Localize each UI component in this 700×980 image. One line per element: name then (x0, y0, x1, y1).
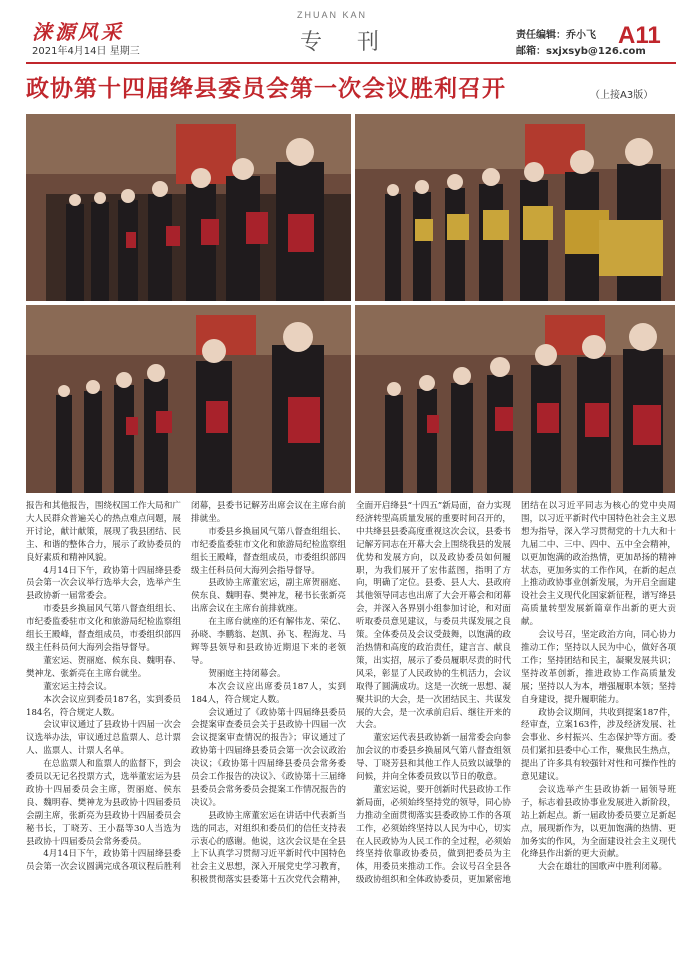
article-paragraph: 县政协主席董宏运，副主席贺丽庭、侯东良、魏明春、樊神龙，秘书长张新亮出席会议在主席台前排就座。 (191, 578, 346, 615)
article-paragraph: 董宏运、贺丽庭、候东良、魏明春、樊神龙、张新亮在主席台就坐。 (26, 655, 181, 679)
article-paragraph: 报告和其他报告，围绕权国工作大局和广大人民群众普遍关心的热点难点问题，展开讨论，献计献策，展现了我县团结、民主、和谐的整体合力，展示了政协委员的良好素质和精神风貌。 (26, 501, 181, 563)
page-number: A11 (618, 22, 661, 49)
article-paragraph: 在总监票人和监票人的监督下，到会委员以无记名投票方式，选举董宏运为县政协十四届委员会主席，贺丽庭、侯东良、魏明春、樊神龙为县政协十四届委员会副主席，张新亮为县政协十四届委员会秘书长，丁晓芳、王小磊等30人当选为县政协十四届委员会常务委员。 (26, 759, 181, 847)
article-headline: 政协第十四届绛县委员会第一次会议胜利召开 (26, 76, 506, 102)
article-paragraph: 董宏运代表县政协新一届常委会向参加会议的市委县乡换届风气第八督查组领导、丁晓芳县和其他工作人员致以诚挚的问候，并向全体委员致以节日的敬意。 (356, 733, 511, 783)
article-paragraph: 在主席台就座的还有解伟龙、荣亿、孙晓、李鹏翁、赵凯、孙飞、程海龙、马辉等县领导和县政协近期退下来的老领导。 (191, 617, 346, 666)
article-paragraph: 会议号召，坚定政治方向，同心协力推动工作；坚持以人民为中心，做好各项工作；坚持团结和民主，凝聚发展共识；坚持改革创新，推进政协工作高质量发展；坚持以人为本，增强履职本领；坚持自身建设，提升履职能力。 (521, 630, 676, 705)
article-paragraph: 市委县乡换届风气第八督查组组长、市纪委监委驻市文化和旅游局纪检监察组组长王殿峰，督查组成员，市委组织部四级主任科员何大海列会指导督导。 (191, 526, 346, 576)
article-paragraph: 4月14日下午，政协第十四届绛县委员会第一次会议举行选举大会，选举产生县政协新一届常委会。 (26, 565, 181, 602)
article-paragraph: 本次会议应到委员187名，实到委员184名，符合规定人数。 (26, 694, 181, 718)
section-label: 专 刊 (300, 30, 393, 55)
article-paragraph: 会议审议通过了县政协十四届一次会议选举办法，审议通过总监票人、总计票人、监票人、计票人名单。 (26, 720, 181, 757)
newspaper-brand: 涞源风采 (32, 20, 124, 44)
article-paragraph: 董宏运说，要开创新时代县政协工作新局面，必须始终坚持党的领导，同心协力推动全面贯彻落实县委政协工作的各项工作，必须始终坚持以人民为中心，切实在人民政协为人民工作的全过程，必须始终坚持依靠政协委员，做到把委员为主体，用委员来推动工作。会议号召全县各级政协组织和全体政协委员，更加紧密地团结在以习近平同志为核心的党中央周围，以习近平新时代中国特色社会主义思想为指导，深入学习贯彻党的十九大和十九届二中、三中、四中、五中全会精神，以更加饱满的政治热情，更加昂扬的精神状态，更加务实的工作作风，在新的起点上推动政协事业创新发展，为开启全面建设社会主义现代化国家新征程，谱写绛县高质量转型发展新篇章作出新的更大贡献。 (356, 501, 676, 886)
article-paragraph: 会议选举产生县政协新一届领导班子，标志着县政协事业发展进入新阶段，站上新起点。新一届政协委员要立足新起点，展现新作为，以更加饱满的热情、更加务实的作风，为全面建设社会主义现代化绛县作出新的更大贡献。 (521, 784, 676, 860)
article-paragraph: 市委县乡换届风气第八督查组组长、市纪委监委驻市文化和旅游局纪检监察组组长王殿峰，督查组成员，市委组织部四级主任科员何大海列会指导督导。 (26, 604, 181, 653)
article-paragraph: 贺丽庭主持闭幕会。 (208, 668, 286, 679)
event-photo (355, 305, 675, 493)
editor-email: 邮箱：sxjxsyb@126.com (516, 46, 646, 57)
article-paragraph: 本次会议应出席委员187人，实到184人，符合规定人数。 (191, 681, 346, 705)
section-label-en: ZHUAN KAN (297, 10, 368, 20)
masthead (0, 0, 700, 62)
event-photo (26, 114, 351, 301)
editor-credit: 责任编辑：乔小飞 (516, 30, 596, 41)
masthead-divider (26, 62, 676, 64)
article-paragraph: 政协会议期间，共收到提案187件，经审查，立案163件，涉及经济发展、社会事业、乡村振兴、生态保护等方面。委员们紧扣县委中心工作，聚焦民生热点，提出了许多具有较强针对性和可操作性的意见建议。 (521, 707, 676, 783)
article-paragraph: 县政协主席董宏运在讲话中代表新当选的同志，对组织和委员们的信任支持表示衷心的感谢。他说，这次会议是在全县上下认真学习贯彻习近平新时代中国特色社会主义思想，深入开展党史学习教育，积极贯彻落实县委第十五次党代会精神，全面开启绛县“十四五”新局面，奋力实现经济转型高质量发展的重要时间召开的，中共绛县县委高度重视这次会议，县委书记解芳同志在开幕大会上围绕我县的发展优势和发展方向，以及政协委员如何履职，为我们展开了宏伟蓝图，指明了方向，明确了定位。县委、县人大、县政府其他领导同志也出席了大会开幕会和闭幕会，并深入各界别小组参加讨论，和对面听取委员意见建议，与委员共谋发展之良策。全体委员及会议受鼓舞，以饱满的政治热情和高度的政治责任，建言言、献良策，出实招，展示了委员履职尽责的时代风采，彰显了人民政协的生机活力，会议取得了圆满成功。这是一次统一思想、凝聚共识的大会，是一次团结民主、共谋发展的大会，是一次承前启后、继往开来的大会。 (191, 501, 511, 886)
article-paragraph: 董宏运主持会议。 (43, 681, 112, 692)
issue-date: 2021年4月14日 星期三 (32, 46, 140, 57)
event-photo (26, 305, 351, 493)
article-paragraph: 大会在雄壮的国歌声中胜利闭幕。 (538, 862, 668, 873)
event-photo (355, 114, 675, 301)
article-paragraph: 4月14日下午，政协第十四届绛县委员会第一次会议圆满完成各项议程后胜利闭幕，县委书记解芳出席会议在主席台前排就坐。 (26, 501, 346, 873)
article-paragraph: 会议通过了《政协第十四届绛县委员会提案审查委员会关于县政协十四届一次会议提案审查情况的报告》；审议通过了政协第十四届绛县委员会第一次会议政治决议；《政协第十四届绛县委员会常务委员会工作报告的决议》、《政协第十三届绛县委员会常务委员会提案工作情况报告的决议》。 (191, 707, 346, 808)
continued-note: （上接A3版） (590, 90, 654, 101)
article-body (26, 500, 676, 974)
